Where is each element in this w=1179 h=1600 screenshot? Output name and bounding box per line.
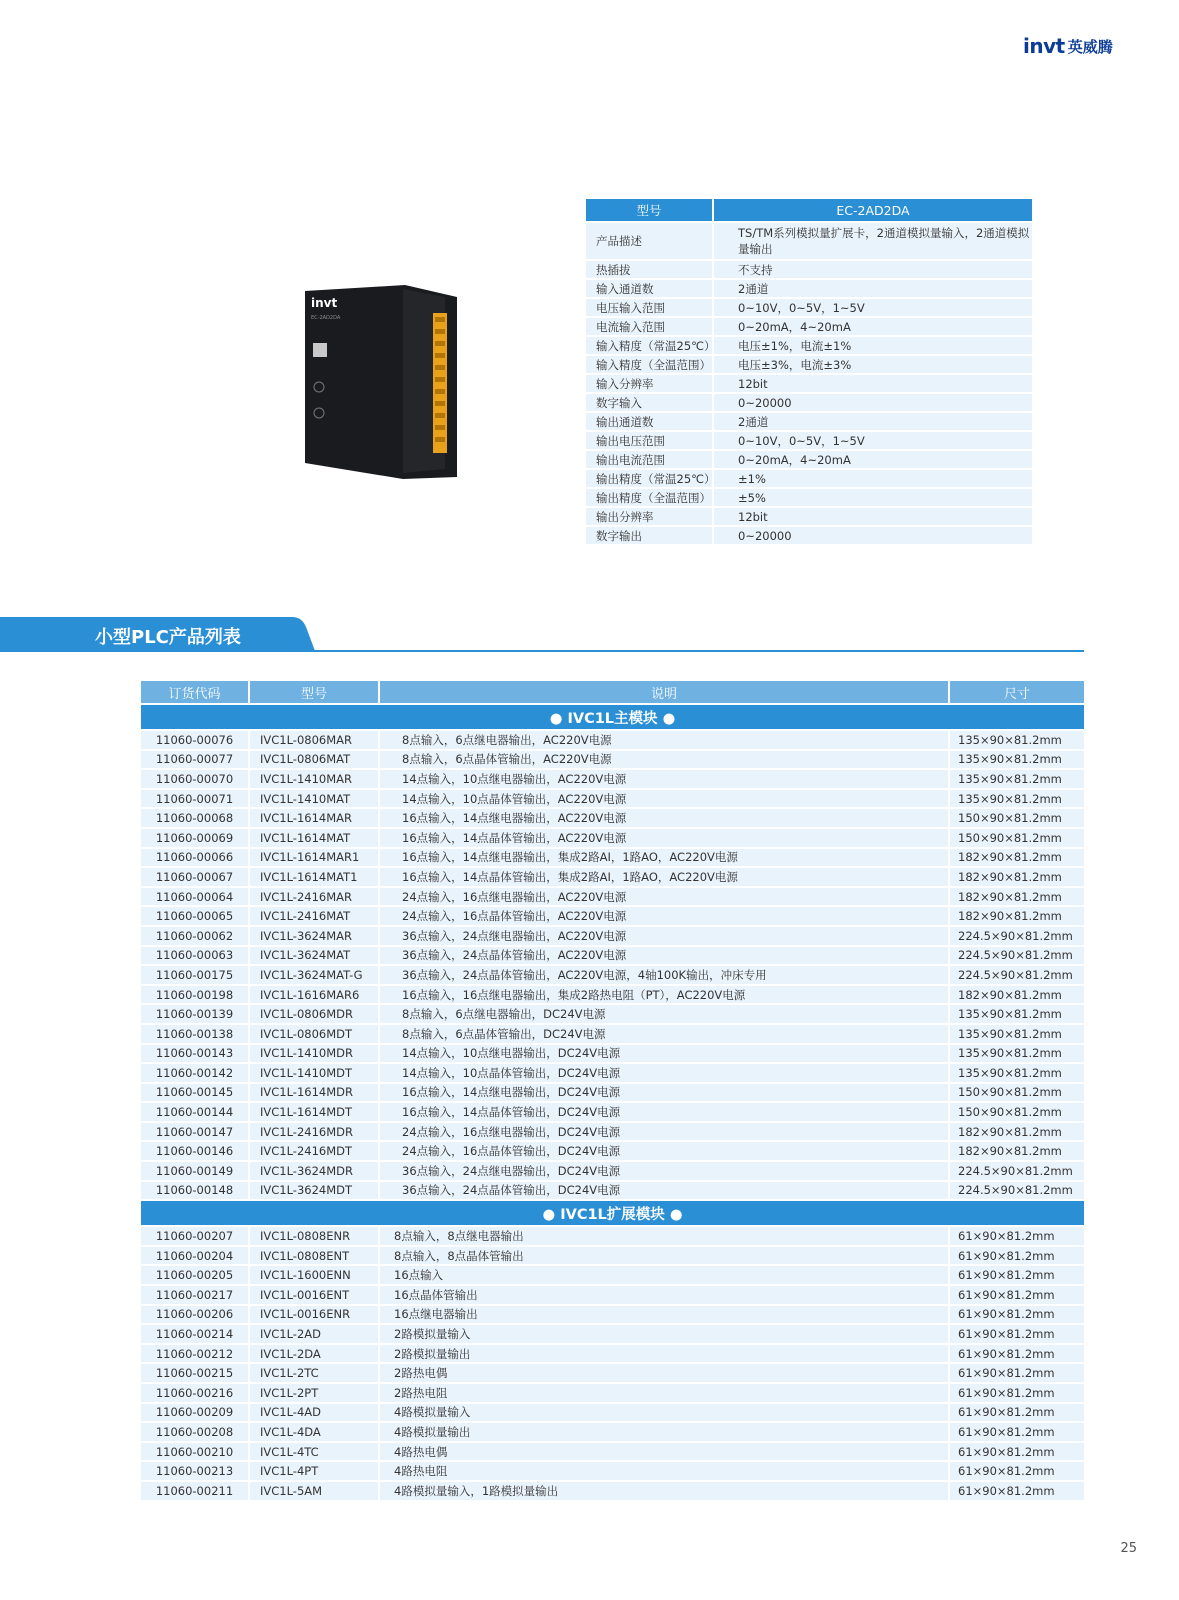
description: 4路模拟量输出: [380, 1423, 948, 1441]
order-code: 11060-00143: [141, 1045, 248, 1063]
spec-row: [586, 261, 1032, 278]
size: 135×90×81.2mm: [950, 1045, 1084, 1063]
spec-key: 输入精度（常温25℃）: [586, 337, 712, 354]
model: IVC1L-2416MDR: [250, 1123, 378, 1141]
table-row: [141, 947, 1084, 965]
description: 16点继电器输出: [380, 1306, 948, 1324]
spec-value: 0~10V，0~5V，1~5V: [714, 299, 1032, 316]
table-row: [141, 888, 1084, 906]
table-row: [141, 829, 1084, 847]
description: 24点输入，16点晶体管输出，DC24V电源: [380, 1142, 948, 1160]
spec-row: [586, 223, 1032, 259]
order-code: 11060-00142: [141, 1064, 248, 1082]
spec-key: 数字输出: [586, 527, 712, 544]
table-row: [141, 1384, 1084, 1402]
product-label: EC-2AD2DA: [311, 315, 341, 321]
description: 24点输入，16点继电器输出，AC220V电源: [380, 888, 948, 906]
order-code: 11060-00070: [141, 770, 248, 788]
table-row: [141, 790, 1084, 808]
spec-key: 输出分辨率: [586, 508, 712, 525]
size: 182×90×81.2mm: [950, 907, 1084, 925]
spec-value: 0~20000: [714, 527, 1032, 544]
table-row: [141, 751, 1084, 769]
order-code: 11060-00068: [141, 809, 248, 827]
description: 16点输入，14点晶体管输出，集成2路AI，1路AO，AC220V电源: [380, 868, 948, 886]
model: IVC1L-2416MAT: [250, 907, 378, 925]
spec-key: 输出精度（常温25℃）: [586, 470, 712, 487]
size: 61×90×81.2mm: [950, 1266, 1084, 1284]
description: 16点输入，16点继电器输出，集成2路热电阻（PT），AC220V电源: [380, 986, 948, 1004]
table-row: [141, 1123, 1084, 1141]
model: IVC1L-3624MDR: [250, 1162, 378, 1180]
order-code: 11060-00209: [141, 1404, 248, 1422]
logo-en: invt: [1023, 34, 1065, 58]
size: 150×90×81.2mm: [950, 829, 1084, 847]
header-size: 尺寸: [950, 681, 1084, 703]
group-title: ● IVC1L扩展模块 ●: [141, 1201, 1084, 1225]
table-row: [141, 1404, 1084, 1422]
table-row: [141, 1142, 1084, 1160]
product-image: [305, 283, 457, 479]
size: 224.5×90×81.2mm: [950, 947, 1084, 965]
order-code: 11060-00175: [141, 966, 248, 984]
spec-key: 输入通道数: [586, 280, 712, 297]
model: IVC1L-0016ENT: [250, 1286, 378, 1304]
spec-key: 热插拔: [586, 261, 712, 278]
table-row: [141, 1064, 1084, 1082]
table-row: [141, 1025, 1084, 1043]
spec-key: 输出电流范围: [586, 451, 712, 468]
order-code: 11060-00077: [141, 751, 248, 769]
model: IVC1L-3624MAT: [250, 947, 378, 965]
model: IVC1L-0808ENT: [250, 1247, 378, 1265]
size: 61×90×81.2mm: [950, 1227, 1084, 1245]
order-code: 11060-00207: [141, 1227, 248, 1245]
spec-row: [586, 451, 1032, 468]
table-row: [141, 809, 1084, 827]
size: 224.5×90×81.2mm: [950, 1182, 1084, 1200]
order-code: 11060-00216: [141, 1384, 248, 1402]
description: 8点输入，6点继电器输出，DC24V电源: [380, 1005, 948, 1023]
header-description: 说明: [380, 681, 948, 703]
spec-key: 输入分辨率: [586, 375, 712, 392]
spec-value: 2通道: [714, 413, 1032, 430]
order-code: 11060-00213: [141, 1462, 248, 1480]
spec-row: [586, 394, 1032, 411]
spec-value: 12bit: [714, 508, 1032, 525]
table-row: [141, 1306, 1084, 1324]
size: 150×90×81.2mm: [950, 1084, 1084, 1102]
table-row: [141, 1103, 1084, 1121]
page-number: 25: [1120, 1541, 1137, 1556]
description: 16点输入，14点晶体管输出，DC24V电源: [380, 1103, 948, 1121]
description: 16点输入: [380, 1266, 948, 1284]
order-code: 11060-00211: [141, 1482, 248, 1500]
size: 61×90×81.2mm: [950, 1404, 1084, 1422]
spec-value: 2通道: [714, 280, 1032, 297]
model: IVC1L-0808ENR: [250, 1227, 378, 1245]
table-row: [141, 1325, 1084, 1343]
size: 182×90×81.2mm: [950, 986, 1084, 1004]
model: IVC1L-0806MDR: [250, 1005, 378, 1023]
model: IVC1L-1614MDR: [250, 1084, 378, 1102]
description: 16点输入，14点晶体管输出，AC220V电源: [380, 829, 948, 847]
model: IVC1L-1614MAR: [250, 809, 378, 827]
model: IVC1L-1410MAR: [250, 770, 378, 788]
size: 135×90×81.2mm: [950, 790, 1084, 808]
spec-key: 输出电压范围: [586, 432, 712, 449]
order-code: 11060-00206: [141, 1306, 248, 1324]
description: 4路模拟量输入，1路模拟量输出: [380, 1482, 948, 1500]
order-code: 11060-00066: [141, 849, 248, 867]
product-list-table: [141, 679, 1084, 1502]
table-row: [141, 907, 1084, 925]
description: 8点输入，8点晶体管输出: [380, 1247, 948, 1265]
order-code: 11060-00214: [141, 1325, 248, 1343]
description: 2路热电偶: [380, 1364, 948, 1382]
size: 224.5×90×81.2mm: [950, 1162, 1084, 1180]
model: IVC1L-3624MDT: [250, 1182, 378, 1200]
size: 135×90×81.2mm: [950, 1064, 1084, 1082]
model: IVC1L-1614MDT: [250, 1103, 378, 1121]
table-row: [141, 1247, 1084, 1265]
model: IVC1L-1410MAT: [250, 790, 378, 808]
description: 8点输入，6点继电器输出，AC220V电源: [380, 731, 948, 749]
size: 135×90×81.2mm: [950, 770, 1084, 788]
spec-row: [586, 432, 1032, 449]
size: 61×90×81.2mm: [950, 1462, 1084, 1480]
model: IVC1L-1600ENN: [250, 1266, 378, 1284]
brand-logo: [1023, 32, 1113, 60]
size: 61×90×81.2mm: [950, 1345, 1084, 1363]
description: 14点输入，10点继电器输出，AC220V电源: [380, 770, 948, 788]
description: 36点输入，24点继电器输出，DC24V电源: [380, 1162, 948, 1180]
group-main-modules: [141, 705, 1084, 729]
spec-row: [586, 337, 1032, 354]
spec-row: [586, 527, 1032, 544]
table-row: [141, 1266, 1084, 1284]
description: 14点输入，10点晶体管输出，AC220V电源: [380, 790, 948, 808]
model: IVC1L-2TC: [250, 1364, 378, 1382]
size: 135×90×81.2mm: [950, 751, 1084, 769]
description: 8点输入，6点晶体管输出，AC220V电源: [380, 751, 948, 769]
order-code: 11060-00138: [141, 1025, 248, 1043]
model: IVC1L-1616MAR6: [250, 986, 378, 1004]
spec-value: ±5%: [714, 489, 1032, 506]
size: 61×90×81.2mm: [950, 1384, 1084, 1402]
description: 24点输入，16点继电器输出，DC24V电源: [380, 1123, 948, 1141]
size: 61×90×81.2mm: [950, 1325, 1084, 1343]
order-code: 11060-00062: [141, 927, 248, 945]
size: 182×90×81.2mm: [950, 1123, 1084, 1141]
size: 135×90×81.2mm: [950, 731, 1084, 749]
size: 61×90×81.2mm: [950, 1247, 1084, 1265]
description: 36点输入，24点晶体管输出，AC220V电源，4轴100K输出，冲床专用: [380, 966, 948, 984]
order-code: 11060-00208: [141, 1423, 248, 1441]
model: IVC1L-2416MAR: [250, 888, 378, 906]
order-code: 11060-00148: [141, 1182, 248, 1200]
spec-row: [586, 318, 1032, 335]
spec-value: 电压±1%，电流±1%: [714, 337, 1032, 354]
size: 224.5×90×81.2mm: [950, 927, 1084, 945]
table-row: [141, 1443, 1084, 1461]
description: 16点晶体管输出: [380, 1286, 948, 1304]
order-code: 11060-00145: [141, 1084, 248, 1102]
order-code: 11060-00069: [141, 829, 248, 847]
description: 36点输入，24点晶体管输出，DC24V电源: [380, 1182, 948, 1200]
model: IVC1L-4AD: [250, 1404, 378, 1422]
table-row: [141, 1345, 1084, 1363]
spec-row: [586, 470, 1032, 487]
spec-key: 电流输入范围: [586, 318, 712, 335]
spec-row: [586, 299, 1032, 316]
spec-value: ±1%: [714, 470, 1032, 487]
order-code: 11060-00217: [141, 1286, 248, 1304]
order-code: 11060-00210: [141, 1443, 248, 1461]
order-code: 11060-00063: [141, 947, 248, 965]
table-row: [141, 1084, 1084, 1102]
size: 61×90×81.2mm: [950, 1286, 1084, 1304]
description: 14点输入，10点继电器输出，DC24V电源: [380, 1045, 948, 1063]
order-code: 11060-00149: [141, 1162, 248, 1180]
table-row: [141, 1227, 1084, 1245]
group-title: ● IVC1L主模块 ●: [141, 705, 1084, 729]
model: IVC1L-0806MAR: [250, 731, 378, 749]
section-title: 小型PLC产品列表: [95, 627, 241, 648]
model: IVC1L-1614MAT: [250, 829, 378, 847]
section-divider: [0, 650, 1084, 652]
table-row: [141, 1482, 1084, 1500]
header-order-code: 订货代码: [141, 681, 248, 703]
description: 8点输入，6点晶体管输出，DC24V电源: [380, 1025, 948, 1043]
spec-value: 0~20mA，4~20mA: [714, 451, 1032, 468]
table-row: [141, 1462, 1084, 1480]
table-row: [141, 927, 1084, 945]
model: IVC1L-0016ENR: [250, 1306, 378, 1324]
order-code: 11060-00067: [141, 868, 248, 886]
size: 135×90×81.2mm: [950, 1005, 1084, 1023]
size: 182×90×81.2mm: [950, 868, 1084, 886]
order-code: 11060-00204: [141, 1247, 248, 1265]
size: 135×90×81.2mm: [950, 1025, 1084, 1043]
model: IVC1L-3624MAR: [250, 927, 378, 945]
order-code: 11060-00064: [141, 888, 248, 906]
order-code: 11060-00071: [141, 790, 248, 808]
table-row: [141, 849, 1084, 867]
table-row: [141, 770, 1084, 788]
description: 2路模拟量输出: [380, 1345, 948, 1363]
size: 182×90×81.2mm: [950, 849, 1084, 867]
table-row: [141, 1162, 1084, 1180]
spec-key: 输出通道数: [586, 413, 712, 430]
description: 4路热电偶: [380, 1443, 948, 1461]
description: 16点输入，14点继电器输出，集成2路AI，1路AO，AC220V电源: [380, 849, 948, 867]
model: IVC1L-3624MAT-G: [250, 966, 378, 984]
description: 4路热电阻: [380, 1462, 948, 1480]
product-brand: invt: [311, 296, 338, 310]
spec-row: [586, 489, 1032, 506]
description: 2路热电阻: [380, 1384, 948, 1402]
model: IVC1L-2416MDT: [250, 1142, 378, 1160]
model: IVC1L-1614MAT1: [250, 868, 378, 886]
model: IVC1L-5AM: [250, 1482, 378, 1500]
size: 61×90×81.2mm: [950, 1482, 1084, 1500]
spec-row: [586, 508, 1032, 525]
spec-row: [586, 375, 1032, 392]
spec-key: 输出精度（全温范围）: [586, 489, 712, 506]
model: IVC1L-0806MDT: [250, 1025, 378, 1043]
group-expansion-modules: [141, 1201, 1084, 1225]
size: 182×90×81.2mm: [950, 1142, 1084, 1160]
description: 16点输入，14点继电器输出，AC220V电源: [380, 809, 948, 827]
size: 224.5×90×81.2mm: [950, 966, 1084, 984]
spec-row: [586, 413, 1032, 430]
order-code: 11060-00146: [141, 1142, 248, 1160]
spec-value: 不支持: [714, 261, 1032, 278]
logo-cn: 英威腾: [1067, 37, 1113, 56]
spec-value: 0~20mA，4~20mA: [714, 318, 1032, 335]
order-code: 11060-00212: [141, 1345, 248, 1363]
spec-header-model: 型号: [586, 199, 712, 221]
model: IVC1L-1614MAR1: [250, 849, 378, 867]
order-code: 11060-00076: [141, 731, 248, 749]
table-row: [141, 731, 1084, 749]
description: 36点输入，24点继电器输出，AC220V电源: [380, 927, 948, 945]
model: IVC1L-4TC: [250, 1443, 378, 1461]
description: 14点输入，10点晶体管输出，DC24V电源: [380, 1064, 948, 1082]
size: 61×90×81.2mm: [950, 1443, 1084, 1461]
section-heading: [0, 617, 315, 651]
spec-value: 12bit: [714, 375, 1032, 392]
spec-key: 产品描述: [586, 223, 712, 259]
model: IVC1L-4PT: [250, 1462, 378, 1480]
order-code: 11060-00144: [141, 1103, 248, 1121]
table-row: [141, 1182, 1084, 1200]
model: IVC1L-4DA: [250, 1423, 378, 1441]
order-code: 11060-00139: [141, 1005, 248, 1023]
description: 4路模拟量输入: [380, 1404, 948, 1422]
size: 182×90×81.2mm: [950, 888, 1084, 906]
model: IVC1L-1410MDT: [250, 1064, 378, 1082]
size: 150×90×81.2mm: [950, 1103, 1084, 1121]
table-row: [141, 1045, 1084, 1063]
size: 61×90×81.2mm: [950, 1364, 1084, 1382]
table-row: [141, 1364, 1084, 1382]
spec-key: 电压输入范围: [586, 299, 712, 316]
spec-key: 输入精度（全温范围）: [586, 356, 712, 373]
table-row: [141, 1286, 1084, 1304]
table-row: [141, 966, 1084, 984]
model: IVC1L-2DA: [250, 1345, 378, 1363]
order-code: 11060-00215: [141, 1364, 248, 1382]
size: 150×90×81.2mm: [950, 809, 1084, 827]
spec-value: 0~20000: [714, 394, 1032, 411]
spec-header-value: EC-2AD2DA: [714, 199, 1032, 221]
description: 24点输入，16点晶体管输出，AC220V电源: [380, 907, 948, 925]
spec-value: 0~10V，0~5V，1~5V: [714, 432, 1032, 449]
table-row: [141, 986, 1084, 1004]
model: IVC1L-0806MAT: [250, 751, 378, 769]
model: IVC1L-2AD: [250, 1325, 378, 1343]
spec-row: [586, 280, 1032, 297]
spec-table: [586, 197, 1032, 546]
description: 2路模拟量输入: [380, 1325, 948, 1343]
order-code: 11060-00205: [141, 1266, 248, 1284]
description: 8点输入，8点继电器输出: [380, 1227, 948, 1245]
model: IVC1L-2PT: [250, 1384, 378, 1402]
size: 61×90×81.2mm: [950, 1423, 1084, 1441]
spec-row: [586, 356, 1032, 373]
order-code: 11060-00198: [141, 986, 248, 1004]
model: IVC1L-1410MDR: [250, 1045, 378, 1063]
table-row: [141, 868, 1084, 886]
spec-key: 数字输入: [586, 394, 712, 411]
spec-value: 电压±3%，电流±3%: [714, 356, 1032, 373]
spec-value: TS/TM系列模拟量扩展卡，2通道模拟量输入，2通道模拟量输出: [714, 223, 1032, 259]
description: 36点输入，24点晶体管输出，AC220V电源: [380, 947, 948, 965]
description: 16点输入，14点继电器输出，DC24V电源: [380, 1084, 948, 1102]
header-model: 型号: [250, 681, 378, 703]
order-code: 11060-00147: [141, 1123, 248, 1141]
size: 61×90×81.2mm: [950, 1306, 1084, 1324]
table-row: [141, 1423, 1084, 1441]
table-row: [141, 1005, 1084, 1023]
order-code: 11060-00065: [141, 907, 248, 925]
